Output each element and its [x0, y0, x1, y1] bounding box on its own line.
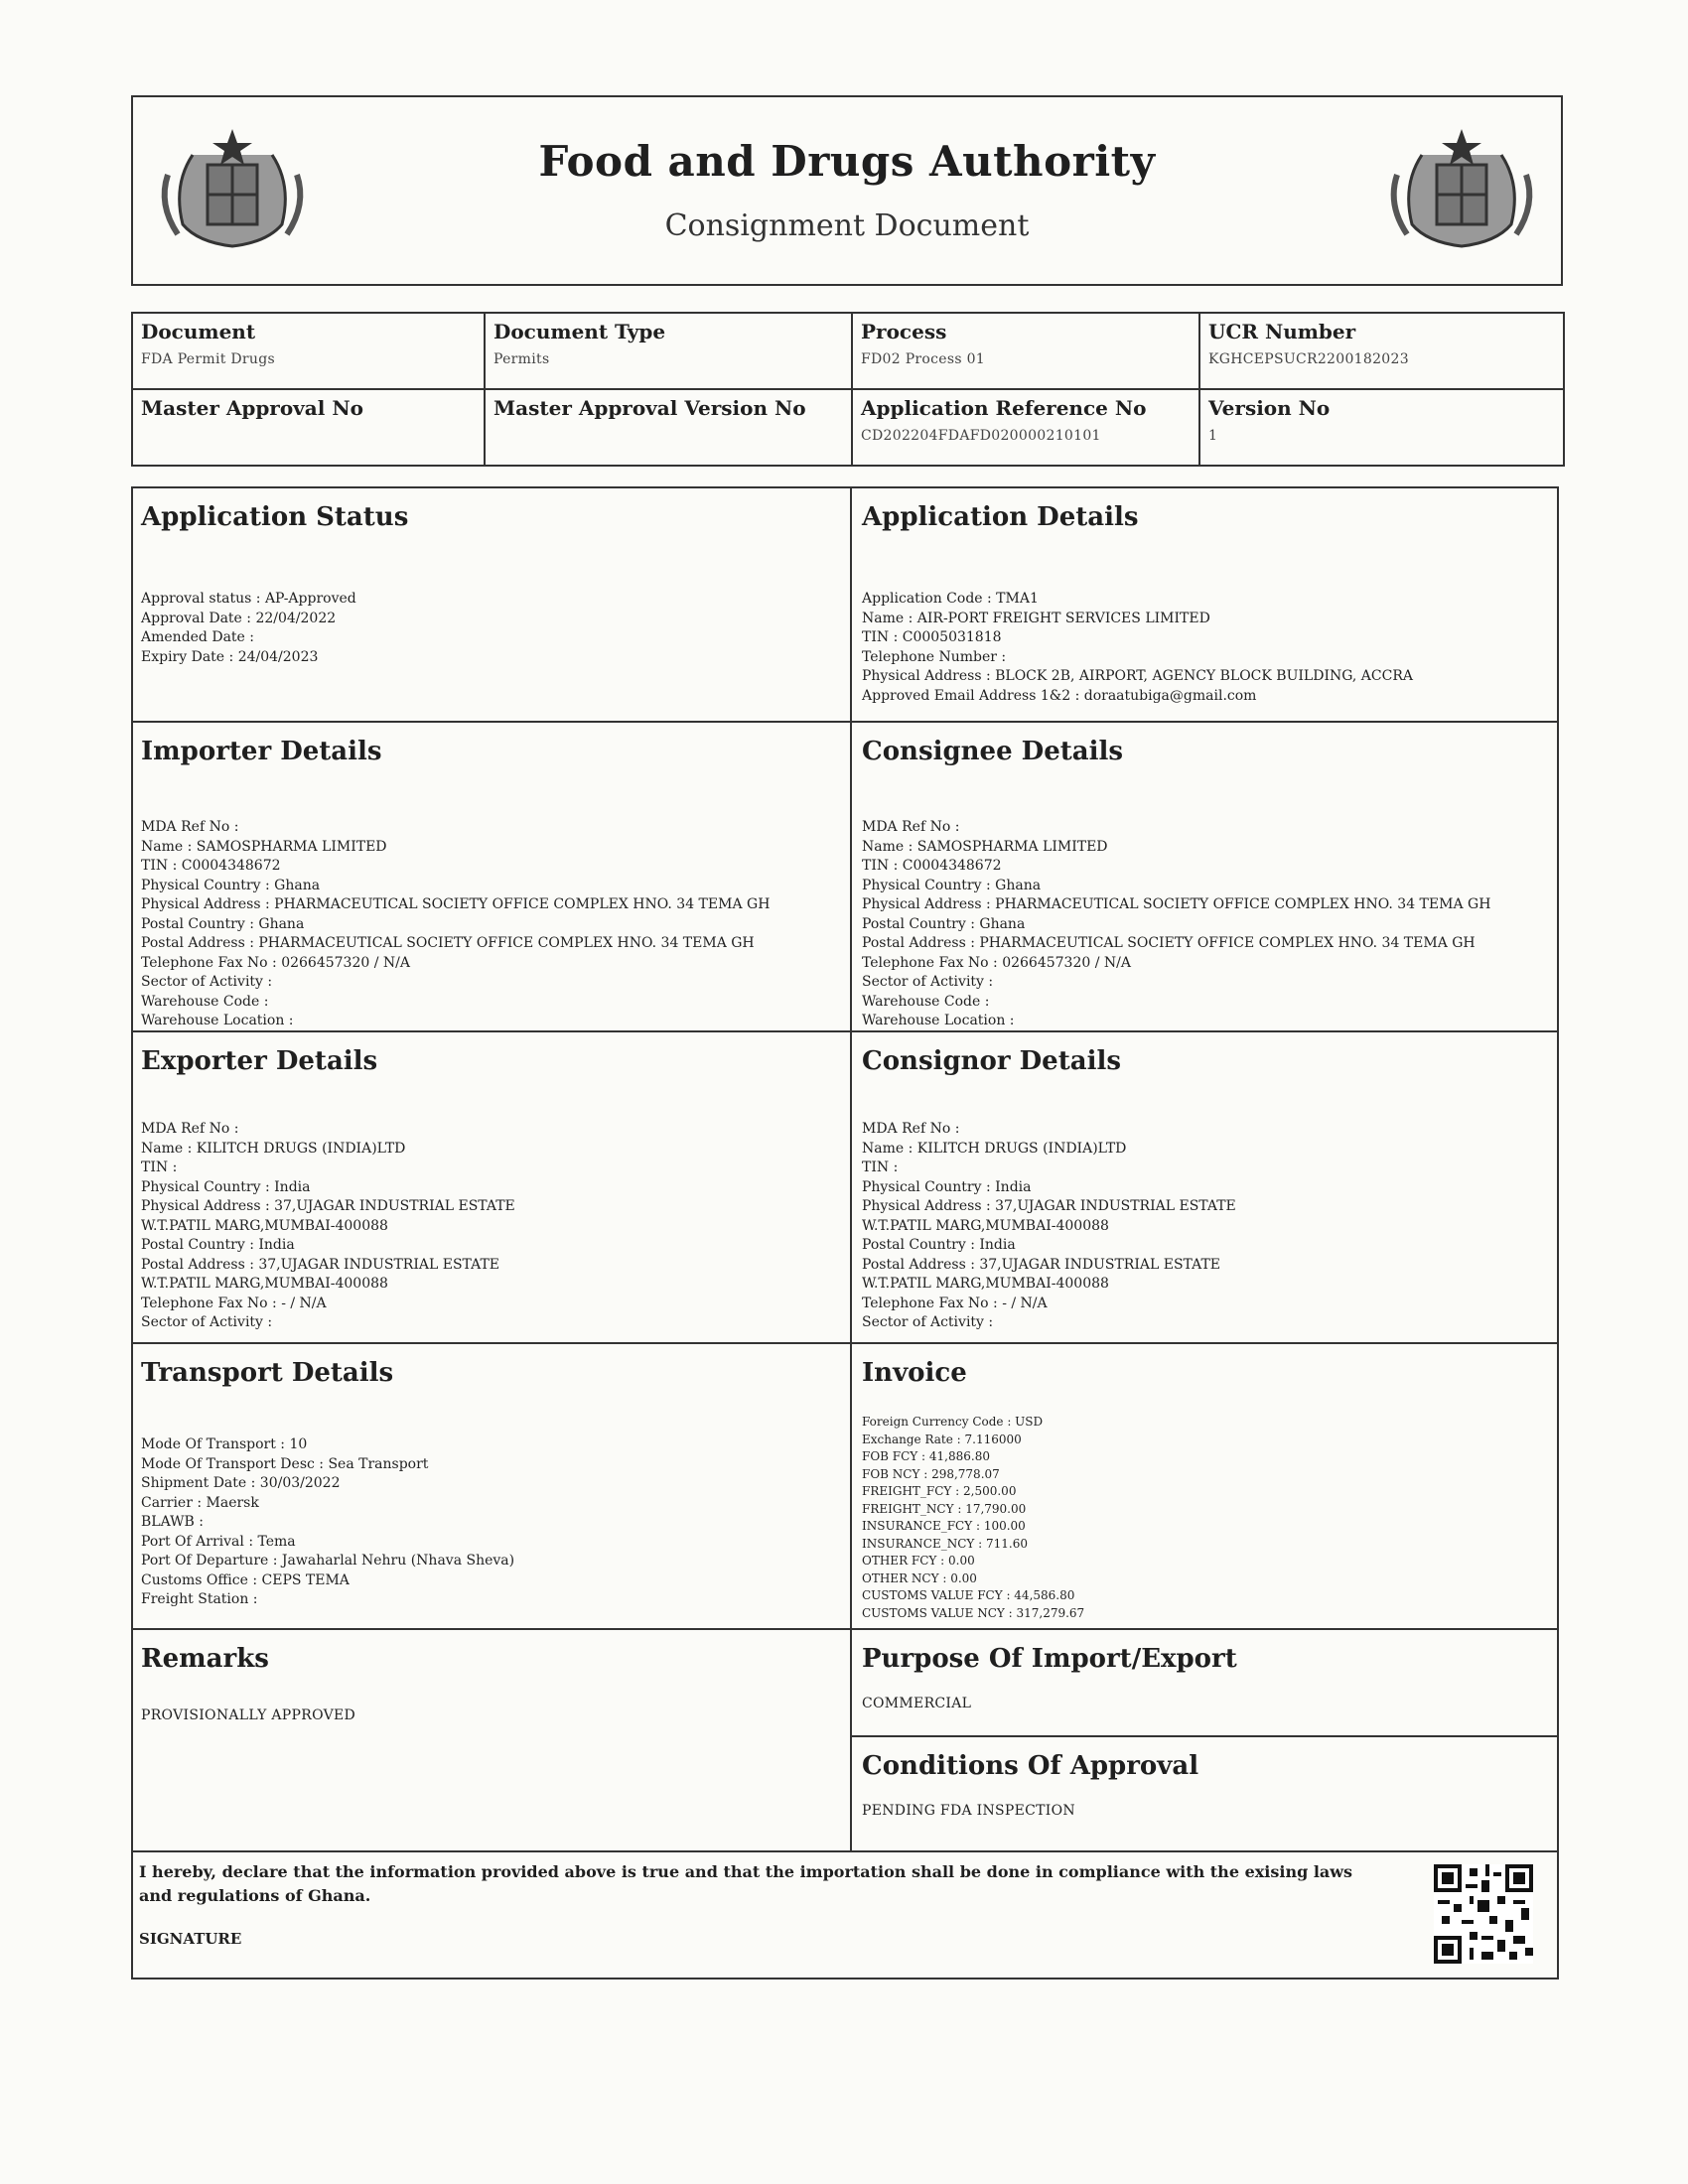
document-subtitle: Consignment Document — [664, 208, 1030, 243]
application-details-section — [858, 488, 1553, 721]
field-line: OTHER NCY : 0.00 — [862, 1570, 977, 1585]
meta-label: Document — [141, 320, 256, 343]
field-line: Physical Address : PHARMACEUTICAL SOCIETY OFFICE COMPLEX HNO. 34 TEMA GH — [141, 896, 771, 912]
consignee-details-section — [858, 723, 1553, 1030]
field-list — [862, 1120, 1549, 1333]
field-line: TIN : — [141, 1160, 178, 1175]
field-line: FOB NCY : 298,778.07 — [862, 1466, 1000, 1481]
field-line: Name : KILITCH DRUGS (INDIA)LTD — [862, 1140, 1127, 1157]
field-line: Mode Of Transport Desc : Sea Transport — [141, 1455, 429, 1472]
field-line: Carrier : Maersk — [141, 1494, 259, 1511]
field-line: Postal Address : 37,UJAGAR INDUSTRIAL ESTATE — [141, 1256, 500, 1273]
meta-label: UCR Number — [1208, 320, 1356, 343]
section-title: Remarks — [141, 1644, 269, 1674]
field-line: TIN : C0005031818 — [862, 629, 1002, 645]
field-line: INSURANCE_NCY : 711.60 — [862, 1536, 1028, 1551]
field-list — [862, 818, 1549, 1031]
row-divider — [133, 1850, 1557, 1852]
field-list — [862, 1414, 1549, 1622]
field-list — [141, 1435, 844, 1610]
meta-cell-document — [132, 313, 485, 389]
field-list — [141, 590, 844, 667]
meta-cell-process — [852, 313, 1199, 389]
meta-row-2 — [132, 389, 1564, 466]
field-line: Postal Country : Ghana — [862, 915, 1026, 932]
section-title: Transport Details — [141, 1358, 394, 1388]
meta-label: Process — [861, 320, 947, 343]
field-line: Approved Email Address 1&2 : doraatubiga@gmail.com — [862, 687, 1257, 704]
field-line: Postal Country : Ghana — [141, 915, 305, 932]
field-line: Foreign Currency Code : USD — [862, 1415, 1044, 1429]
meta-value: CD202204FDAFD020000210101 — [861, 428, 1101, 444]
section-title: Application Details — [862, 502, 1139, 532]
field-line: Warehouse Code : — [862, 993, 990, 1010]
meta-value: 1 — [1208, 428, 1218, 444]
section-title: Application Status — [141, 502, 409, 532]
meta-cell-document-type — [485, 313, 852, 389]
field-line: BLAWB : — [141, 1514, 204, 1530]
declaration-text: I hereby, declare that the information provided above is true and that the importation shall be done in compliance with the exising laws and regulations of Ghana. — [139, 1862, 1353, 1905]
coat-of-arms-emblem-right — [1382, 125, 1541, 254]
field-line: CUSTOMS VALUE NCY : 317,279.67 — [862, 1605, 1085, 1620]
field-line: Sector of Activity : — [141, 974, 273, 990]
field-line: Postal Country : India — [862, 1237, 1016, 1253]
field-line: W.T.PATIL MARG,MUMBAI-400088 — [141, 1217, 388, 1234]
details-grid — [131, 486, 1559, 1979]
meta-label: Document Type — [493, 320, 666, 343]
section-title: Exporter Details — [141, 1046, 378, 1076]
field-list — [141, 1120, 844, 1333]
meta-label: Version No — [1208, 396, 1331, 420]
field-line: Mode Of Transport : 10 — [141, 1436, 308, 1452]
field-line: FREIGHT_FCY : 2,500.00 — [862, 1484, 1017, 1498]
field-line: Telephone Fax No : - / N/A — [862, 1295, 1048, 1311]
section-title: Consignor Details — [862, 1046, 1121, 1076]
document-header — [131, 95, 1563, 286]
importer-details-section — [137, 723, 848, 1030]
field-line: Physical Address : 37,UJAGAR INDUSTRIAL ESTATE — [862, 1198, 1236, 1214]
field-line: Physical Country : India — [862, 1178, 1032, 1195]
field-line: FOB FCY : 41,886.80 — [862, 1449, 990, 1463]
meta-cell-version-no — [1199, 389, 1564, 466]
section-title: Importer Details — [141, 737, 382, 766]
field-line: Approval Date : 22/04/2022 — [141, 610, 337, 626]
meta-value: FD02 Process 01 — [861, 351, 986, 367]
authority-title: Food and Drugs Authority — [538, 137, 1156, 186]
field-line: MDA Ref No : — [862, 819, 960, 835]
field-line: Physical Country : India — [141, 1178, 311, 1195]
field-line: Physical Country : Ghana — [141, 877, 321, 893]
field-line: Warehouse Code : — [141, 993, 269, 1010]
meta-cell-master-approval-no — [132, 389, 485, 466]
field-line: Warehouse Location : — [862, 1013, 1015, 1028]
field-line: Port Of Arrival : Tema — [141, 1533, 296, 1550]
field-line: Postal Country : India — [141, 1237, 295, 1253]
field-line: MDA Ref No : — [141, 1121, 239, 1137]
field-line: TIN : C0004348672 — [862, 858, 1002, 874]
field-line: Postal Address : PHARMACEUTICAL SOCIETY OFFICE COMPLEX HNO. 34 TEMA GH — [862, 935, 1476, 951]
document-meta-table — [131, 312, 1565, 467]
field-line: OTHER FCY : 0.00 — [862, 1554, 975, 1568]
meta-value: Permits — [493, 351, 550, 367]
field-line: Sector of Activity : — [141, 1314, 273, 1330]
conditions-section — [858, 1737, 1553, 1850]
field-line: Postal Address : PHARMACEUTICAL SOCIETY OFFICE COMPLEX HNO. 34 TEMA GH — [141, 935, 755, 951]
meta-value: KGHCEPSUCR2200182023 — [1208, 351, 1409, 367]
section-title: Invoice — [862, 1358, 967, 1388]
field-line: Sector of Activity : — [862, 974, 994, 990]
meta-value: FDA Permit Drugs — [141, 351, 275, 367]
field-line: Name : SAMOSPHARMA LIMITED — [862, 838, 1108, 855]
exporter-details-section — [137, 1032, 848, 1342]
field-line: Expiry Date : 24/04/2023 — [141, 648, 319, 665]
field-line: Physical Address : BLOCK 2B, AIRPORT, AGENCY BLOCK BUILDING, ACCRA — [862, 668, 1413, 684]
field-line: Amended Date : — [141, 629, 254, 645]
field-line: Sector of Activity : — [862, 1314, 994, 1330]
field-line: TIN : — [862, 1160, 899, 1175]
purpose-text: COMMERCIAL — [862, 1696, 972, 1711]
field-line: Customs Office : CEPS TEMA — [141, 1571, 350, 1588]
field-line: Physical Country : Ghana — [862, 877, 1042, 893]
field-list — [862, 590, 1549, 706]
column-divider — [850, 488, 852, 1850]
meta-cell-master-approval-version-no — [485, 389, 852, 466]
field-line: Exchange Rate : 7.116000 — [862, 1432, 1022, 1446]
field-line: Warehouse Location : — [141, 1013, 294, 1028]
transport-details-section — [137, 1344, 848, 1628]
field-line: Telephone Number : — [862, 648, 1007, 665]
qr-code-icon — [1434, 1864, 1533, 1964]
field-line: MDA Ref No : — [862, 1121, 960, 1137]
field-line: Telephone Fax No : 0266457320 / N/A — [862, 954, 1131, 971]
field-line: Approval status : AP-Approved — [141, 591, 356, 607]
invoice-section — [858, 1344, 1553, 1628]
field-line: W.T.PATIL MARG,MUMBAI-400088 — [862, 1276, 1109, 1292]
section-title: Purpose Of Import/Export — [862, 1644, 1237, 1674]
field-line: Physical Address : 37,UJAGAR INDUSTRIAL ESTATE — [141, 1198, 515, 1214]
signature-label: SIGNATURE — [139, 1930, 242, 1948]
field-line: W.T.PATIL MARG,MUMBAI-400088 — [862, 1217, 1109, 1234]
field-line: Postal Address : 37,UJAGAR INDUSTRIAL ESTATE — [862, 1256, 1221, 1273]
remarks-text: PROVISIONALLY APPROVED — [141, 1707, 356, 1723]
conditions-text: PENDING FDA INSPECTION — [862, 1803, 1075, 1819]
meta-label: Master Approval Version No — [493, 396, 806, 420]
field-line: INSURANCE_FCY : 100.00 — [862, 1519, 1026, 1533]
meta-label: Master Approval No — [141, 396, 363, 420]
field-line: Telephone Fax No : 0266457320 / N/A — [141, 954, 410, 971]
field-line: Name : KILITCH DRUGS (INDIA)LTD — [141, 1140, 406, 1157]
field-line: Physical Address : PHARMACEUTICAL SOCIETY OFFICE COMPLEX HNO. 34 TEMA GH — [862, 896, 1491, 912]
field-line: W.T.PATIL MARG,MUMBAI-400088 — [141, 1276, 388, 1292]
section-title: Conditions Of Approval — [862, 1751, 1199, 1781]
field-list — [141, 818, 844, 1031]
meta-row-1 — [132, 313, 1564, 389]
field-line: Shipment Date : 30/03/2022 — [141, 1475, 341, 1491]
purpose-section — [858, 1630, 1553, 1735]
meta-label: Application Reference No — [861, 396, 1147, 420]
field-line: FREIGHT_NCY : 17,790.00 — [862, 1501, 1027, 1516]
field-line: Freight Station : — [141, 1591, 258, 1607]
field-line: CUSTOMS VALUE FCY : 44,586.80 — [862, 1588, 1075, 1602]
field-line: TIN : C0004348672 — [141, 858, 281, 874]
application-status-section — [137, 488, 848, 721]
meta-cell-application-reference-no — [852, 389, 1199, 466]
field-line: Application Code : TMA1 — [862, 591, 1039, 607]
consignor-details-section — [858, 1032, 1553, 1342]
field-line: Telephone Fax No : - / N/A — [141, 1295, 327, 1311]
field-line: Name : AIR-PORT FREIGHT SERVICES LIMITED — [862, 610, 1210, 626]
section-title: Consignee Details — [862, 737, 1124, 766]
field-line: Port Of Departure : Jawaharlal Nehru (Nhava Sheva) — [141, 1553, 515, 1569]
field-line: Name : SAMOSPHARMA LIMITED — [141, 838, 387, 855]
field-line: MDA Ref No : — [141, 819, 239, 835]
remarks-section — [137, 1630, 848, 1850]
meta-cell-ucr-number — [1199, 313, 1564, 389]
